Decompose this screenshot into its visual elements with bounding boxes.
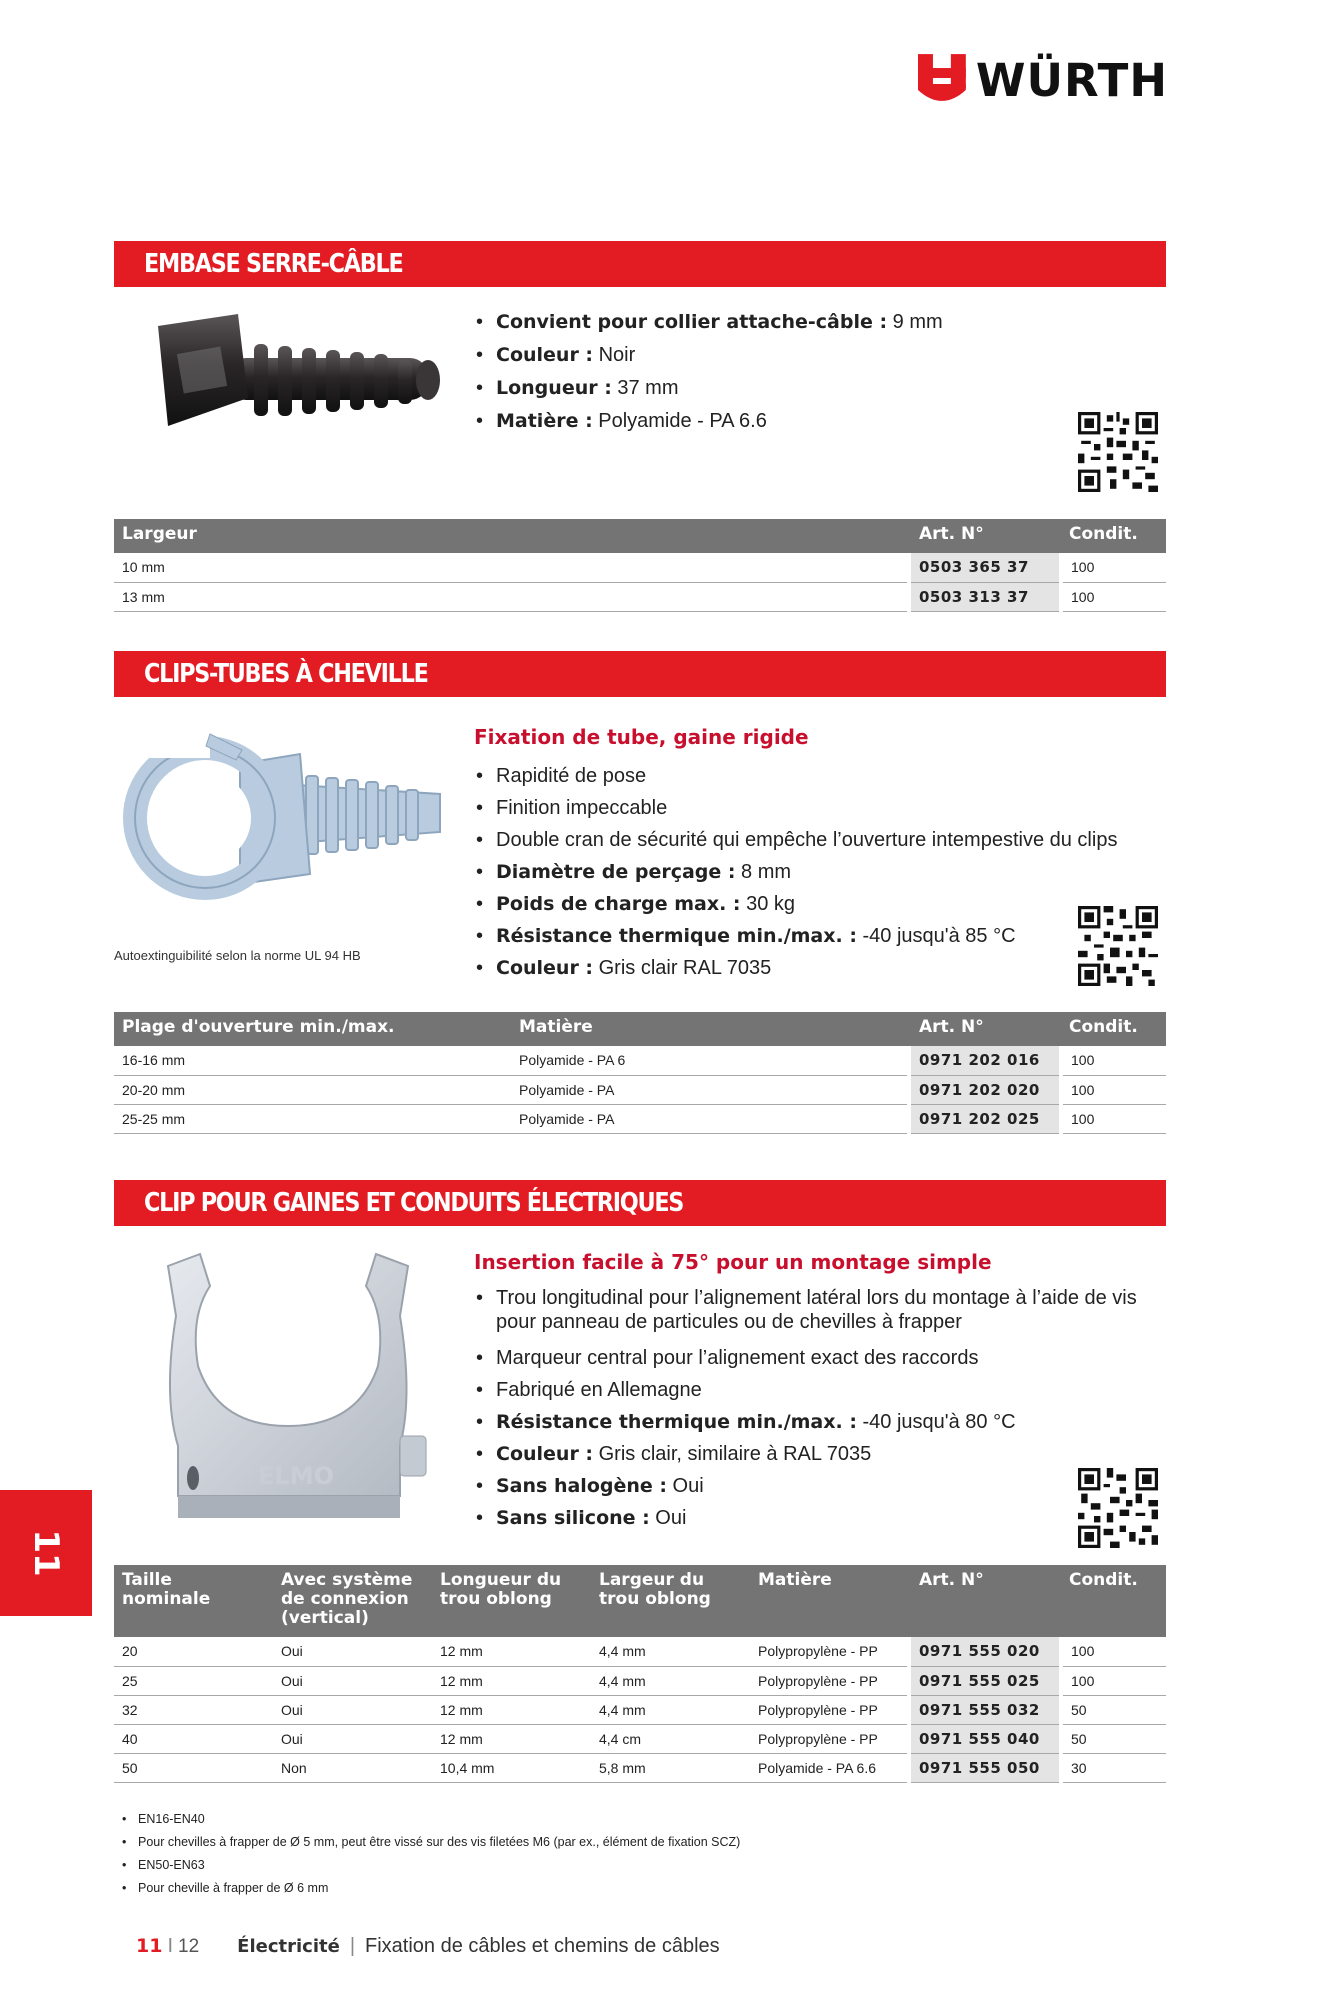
section-2-header — [114, 651, 1166, 697]
section-2-specs — [476, 760, 1117, 984]
spec-item: • Marqueur central pour l’alignement exact des raccords — [476, 1342, 1156, 1374]
spec-item: • Sans halogène : Oui — [476, 1470, 1156, 1502]
column-header: Condit. — [1061, 519, 1166, 553]
column-header: Art. N° — [909, 1012, 1061, 1046]
spec-item: • Résistance thermique min./max. : -40 jusqu'à 85 °C — [476, 920, 1117, 952]
table-row — [114, 1666, 1166, 1695]
spec-item: • Trou longitudinal pour l’alignement latéral lors du montage à l’aide de vis pour panneau de particules ou de chevilles à frapper — [476, 1286, 1156, 1342]
spec-item: • Fabriqué en Allemagne — [476, 1374, 1156, 1406]
table-row — [114, 1753, 1166, 1782]
cell: 13 mm — [114, 582, 909, 611]
column-header: Condit. — [1061, 1012, 1166, 1046]
footnote: • EN50-EN63 — [122, 1854, 740, 1877]
cell: Oui — [273, 1695, 432, 1724]
section-3-table — [114, 1565, 1166, 1783]
spec-item: • Convient pour collier attache-câble : 9 mm — [476, 306, 943, 339]
cell: Oui — [273, 1724, 432, 1753]
article-number[interactable]: 0971 202 016 — [909, 1046, 1061, 1075]
cell: 25-25 mm — [114, 1104, 511, 1133]
article-number[interactable]: 0503 313 37 — [909, 582, 1061, 611]
qr-code-icon[interactable] — [1078, 412, 1158, 492]
footer-subcategory: Fixation de câbles et chemins de câbles — [365, 1935, 720, 1957]
cell: 10,4 mm — [432, 1753, 591, 1782]
cell: 100 — [1061, 1104, 1166, 1133]
column-header: Art. N° — [909, 519, 1061, 553]
conduit-clip-image — [138, 1246, 438, 1528]
wurth-logo — [918, 52, 1168, 108]
footnote: • EN16-EN40 — [122, 1808, 740, 1831]
chapter-tab[interactable] — [0, 1490, 92, 1616]
cell: 12 mm — [432, 1695, 591, 1724]
table-row — [114, 1046, 1166, 1075]
cell: Polyamide - PA 6.6 — [750, 1753, 909, 1782]
cell: 100 — [1061, 582, 1166, 611]
cell: Polyamide - PA — [511, 1104, 909, 1133]
cell: 100 — [1061, 1046, 1166, 1075]
page-number-2: 12 — [178, 1936, 200, 1957]
article-number[interactable]: 0971 555 020 — [909, 1637, 1061, 1666]
cell: Oui — [273, 1666, 432, 1695]
footnote: • Pour chevilles à frapper de Ø 5 mm, peut être vissé sur des vis filetées M6 (par ex., élément de fixation SCZ) — [122, 1831, 740, 1854]
cell: Polypropylène - PP — [750, 1724, 909, 1753]
table-row — [114, 1104, 1166, 1133]
spec-item: • Couleur : Gris clair RAL 7035 — [476, 952, 1117, 984]
cell: 16-16 mm — [114, 1046, 511, 1075]
table-row — [114, 1637, 1166, 1666]
cell: 30 — [1061, 1753, 1166, 1782]
column-header: Art. N° — [909, 1565, 1061, 1637]
spec-item: • Longueur : 37 mm — [476, 372, 943, 405]
spec-item: • Sans silicone : Oui — [476, 1502, 1156, 1534]
cell: 12 mm — [432, 1637, 591, 1666]
cell: 100 — [1061, 553, 1166, 582]
column-header: Matière — [511, 1012, 909, 1046]
brand-name: WÜRTH — [975, 53, 1168, 107]
section-1-title: EMBASE SERRE-CÂBLE — [144, 249, 403, 279]
article-number[interactable]: 0503 365 37 — [909, 553, 1061, 582]
cell: 4,4 mm — [591, 1637, 750, 1666]
cell: 20-20 mm — [114, 1075, 511, 1104]
article-number[interactable]: 0971 555 025 — [909, 1666, 1061, 1695]
column-header: Plage d'ouverture min./max. — [114, 1012, 511, 1046]
cell: Polypropylène - PP — [750, 1637, 909, 1666]
column-header: Condit. — [1061, 1565, 1166, 1637]
cell: Oui — [273, 1637, 432, 1666]
spec-item: • Diamètre de perçage : 8 mm — [476, 856, 1117, 888]
cell: 40 — [114, 1724, 273, 1753]
qr-code-icon[interactable] — [1078, 906, 1158, 986]
spec-item: • Rapidité de pose — [476, 760, 1117, 792]
spec-item: • Double cran de sécurité qui empêche l’ouverture intempestive du clips — [476, 824, 1117, 856]
cell: Polyamide - PA 6 — [511, 1046, 909, 1075]
table-row — [114, 1075, 1166, 1104]
cell: 32 — [114, 1695, 273, 1724]
article-number[interactable]: 0971 555 040 — [909, 1724, 1061, 1753]
cell: 20 — [114, 1637, 273, 1666]
section-3-header — [114, 1180, 1166, 1226]
footer-category: Électricité — [237, 1936, 340, 1957]
cell: 5,8 mm — [591, 1753, 750, 1782]
table-row — [114, 1724, 1166, 1753]
page-footer — [136, 1935, 720, 1958]
spec-item: • Résistance thermique min./max. : -40 jusqu'à 80 °C — [476, 1406, 1156, 1438]
cell: 12 mm — [432, 1724, 591, 1753]
spec-item: • Couleur : Noir — [476, 339, 943, 372]
footnotes — [122, 1808, 740, 1900]
page-separator: I — [167, 1935, 174, 1957]
cell: 4,4 mm — [591, 1695, 750, 1724]
cell: Polypropylène - PP — [750, 1695, 909, 1724]
table-header-row — [114, 519, 1166, 553]
section-3-title: CLIP POUR GAINES ET CONDUITS ÉLECTRIQUES — [144, 1188, 684, 1218]
cell: 4,4 mm — [591, 1666, 750, 1695]
column-header: Avec système de connexion (vertical) — [273, 1565, 432, 1637]
spec-item: • Couleur : Gris clair, similaire à RAL 7035 — [476, 1438, 1156, 1470]
fire-rating-note: Autoextinguibilité selon la norme UL 94 HB — [114, 948, 361, 963]
article-number[interactable]: 0971 202 025 — [909, 1104, 1061, 1133]
section-2-subtitle: Fixation de tube, gaine rigide — [474, 725, 809, 749]
chapter-number: 11 — [26, 1529, 66, 1577]
tube-clip-image — [110, 724, 455, 914]
table-header-row — [114, 1565, 1166, 1637]
article-number[interactable]: 0971 555 050 — [909, 1753, 1061, 1782]
footer-divider: | — [349, 1935, 356, 1957]
cell: 50 — [1061, 1695, 1166, 1724]
svg-text:ELMO: ELMO — [258, 1462, 334, 1490]
cell: 4,4 cm — [591, 1724, 750, 1753]
spec-item: • Poids de charge max. : 30 kg — [476, 888, 1117, 920]
table-row — [114, 1695, 1166, 1724]
cell: 50 — [1061, 1724, 1166, 1753]
cell: 12 mm — [432, 1666, 591, 1695]
column-header: Matière — [750, 1565, 909, 1637]
table-header-row — [114, 1012, 1166, 1046]
cell: 100 — [1061, 1637, 1166, 1666]
qr-code-icon[interactable] — [1078, 1468, 1158, 1548]
section-3-specs — [476, 1286, 1156, 1534]
cell: 100 — [1061, 1666, 1166, 1695]
column-header: Taille nominale — [114, 1565, 273, 1637]
spec-item: • Matière : Polyamide - PA 6.6 — [476, 405, 943, 438]
cell: 100 — [1061, 1075, 1166, 1104]
table-row — [114, 553, 1166, 582]
cell: 25 — [114, 1666, 273, 1695]
column-header: Largeur du trou oblong — [591, 1565, 750, 1637]
section-3-subtitle: Insertion facile à 75° pour un montage simple — [474, 1250, 992, 1274]
cell: Polypropylène - PP — [750, 1666, 909, 1695]
wurth-logo-icon — [918, 54, 966, 106]
cell: Non — [273, 1753, 432, 1782]
section-1-specs — [476, 306, 943, 438]
spec-item: • Finition impeccable — [476, 792, 1117, 824]
section-2-table — [114, 1012, 1166, 1134]
column-header: Largeur — [114, 519, 909, 553]
cell: 50 — [114, 1753, 273, 1782]
cable-tie-mount-image — [138, 306, 448, 442]
footnote: • Pour cheville à frapper de Ø 6 mm — [122, 1877, 740, 1900]
cell: Polyamide - PA — [511, 1075, 909, 1104]
section-1-header — [114, 241, 1166, 287]
section-2-title: CLIPS-TUBES À CHEVILLE — [144, 659, 428, 689]
table-row — [114, 582, 1166, 611]
article-number[interactable]: 0971 555 032 — [909, 1695, 1061, 1724]
cell: 10 mm — [114, 553, 909, 582]
article-number[interactable]: 0971 202 020 — [909, 1075, 1061, 1104]
section-1-table — [114, 519, 1166, 612]
column-header: Longueur du trou oblong — [432, 1565, 591, 1637]
page-number: 11 — [136, 1935, 163, 1957]
